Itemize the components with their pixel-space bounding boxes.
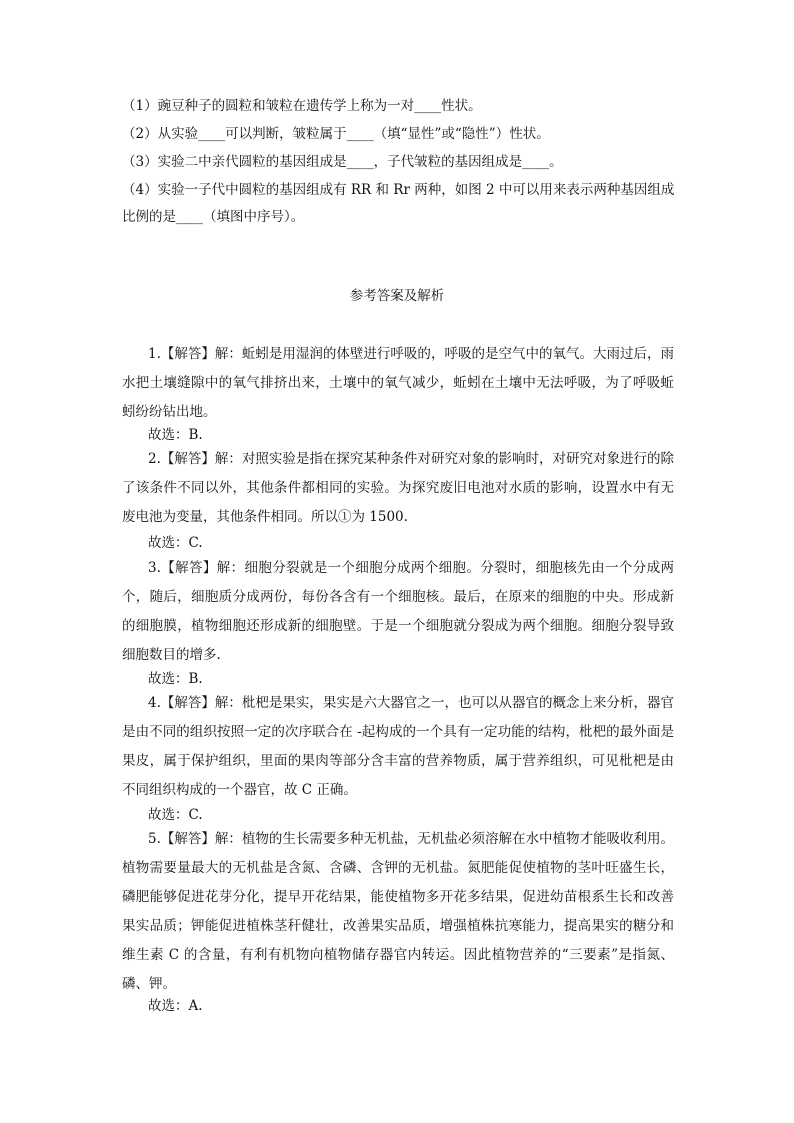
question-part-1: （1）豌豆种子的圆粒和皱粒在遗传学上称为一对____性状。 — [122, 98, 482, 114]
answer-3-choice: 故选：B. — [148, 671, 203, 687]
question-part-3: （3）实验二中亲代圆粒的基因组成是____，子代皱粒的基因组成是____。 — [122, 154, 563, 170]
answer-5-explanation: 5.【解答】解：植物的生长需要多种无机盐，无机盐必须溶解在水中植物才能吸收利用。植物需要量最大的无机盐是含氮、含磷、含钾的无机盐。氮肥能促使植物的茎叶旺盛生长，磷肥能够促进花芽分化，提早开花结果，能使植物多开花多结果，促进幼苗根系生长和改善果实品质；钾能促进植株茎秆健壮，改善果实品质，增强植株抗寒能力，提高果实的糖分和维生素 C 的含量，有利有机物向植物储存器官内转运。因此植物营养的“三要素”是指氮、磷、钾。 — [122, 831, 674, 992]
answer-2-choice: 故选：C. — [148, 535, 203, 551]
question-part-4: （4）实验一子代中圆粒的基因组成有 RR 和 Rr 两种，如图 2 中可以用来表示两种基因组成 — [122, 182, 675, 198]
answer-1-choice: 故选：B. — [148, 427, 203, 443]
answer-section-title: 参考答案及解析 — [349, 288, 445, 304]
answer-2-explanation: 2.【解答】解：对照实验是指在探究某种条件对研究对象的影响时，对研究对象进行的除了该条件不同以外，其他条件都相同的实验。为探究废旧电池对水质的影响，设置水中有无废电池为变量，其他条件相同。所以①为 1500. — [122, 451, 674, 525]
answer-4-choice: 故选：C. — [148, 807, 203, 823]
question-part-2: （2）从实验____可以判断，皱粒属于____（填“显性”或“隐性”）性状。 — [122, 126, 550, 142]
question-part-4-continued: 比例的是____（填图中序号）。 — [122, 209, 305, 225]
answer-5-choice: 故选：A. — [148, 998, 203, 1014]
answer-4-explanation: 4.【解答】解：枇杷是果实，果实是六大器官之一，也可以从器官的概念上来分析，器官是由不同的组织按照一定的次序联合在 -起构成的一个具有一定功能的结构，枇杷的最外面是果皮，属于保护组织，里面的果肉等部分含丰富的营养物质，属于营养组织，可见枇杷是由不同组织构成的一个器官，故 C 正确。 — [122, 695, 674, 798]
answer-3-explanation: 3.【解答】解：细胞分裂就是一个细胞分成两个细胞。分裂时，细胞核先由一个分成两个，随后，细胞质分成两份，每份各含有一个细胞核。最后，在原来的细胞的中央。形成新的细胞膜，植物细胞还形成新的细胞壁。于是一个细胞就分裂成为两个细胞。细胞分裂导致细胞数目的增多. — [122, 560, 674, 663]
answer-1-explanation: 1.【解答】解：蚯蚓是用湿润的体壁进行呼吸的，呼吸的是空气中的氧气。大雨过后，雨水把土壤缝隙中的氧气排挤出来，土壤中的氧气减少，蚯蚓在土壤中无法呼吸，为了呼吸蚯蚓纷纷钻出地。 — [122, 346, 674, 420]
